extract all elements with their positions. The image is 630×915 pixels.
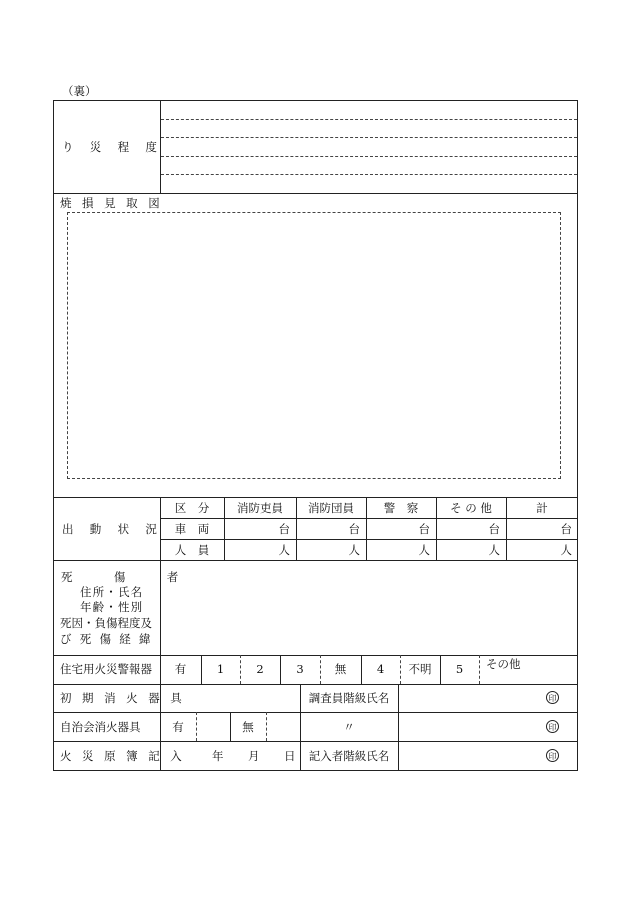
damage-entry-line[interactable] [161,137,577,138]
alarm-option-yes[interactable]: 有 [174,662,187,676]
register-year: 年 [212,749,224,763]
side-label: （裏） [62,84,97,98]
sketch-area[interactable] [67,212,561,479]
dispatch-header: 計 [536,501,548,515]
dispatch-unit: 人 [278,543,290,557]
damage-entry-line[interactable] [161,156,577,157]
dispatch-unit: 人 [560,543,572,557]
dispatch-unit: 台 [418,522,430,536]
damage-label: り 災 程 度 [62,140,164,154]
extinguisher-label: 初 期 消 火 器 具 [60,691,186,705]
ditto-mark: 〃 [343,720,355,734]
casualties-line: 年齢・性別 [80,600,144,614]
investigator-label: 調査員階級氏名 [308,691,390,705]
dispatch-header: 警 察 [383,501,419,515]
dispatch-unit: 台 [560,522,572,536]
community-option-no[interactable]: 無 [242,720,254,734]
alarm-option-no[interactable]: 無 [334,662,347,676]
dispatch-unit: 人 [348,543,360,557]
dispatch-row-label-vehicles: 車 両 [174,522,210,536]
community-label: 自治会消火器具 [60,720,141,734]
seal-mark: 印 [546,749,559,762]
alarm-option-other[interactable]: その他 [486,657,521,671]
dispatch-unit: 台 [348,522,360,536]
dispatch-header: そ の 他 [450,501,492,515]
dispatch-label: 出 動 状 況 [62,522,164,536]
alarm-option-code: 1 [216,662,225,676]
damage-entry-line[interactable] [161,174,577,175]
casualties-line: 死因・負傷程度及 [60,616,152,630]
alarm-option-unknown[interactable]: 不明 [408,662,432,676]
dispatch-unit: 人 [418,543,430,557]
seal-mark: 印 [546,691,559,704]
community-option-yes[interactable]: 有 [172,720,184,734]
dispatch-unit: 人 [488,543,500,557]
dispatch-header: 区 分 [174,501,210,515]
sketch-label: 焼 損 見 取 図 [60,196,164,210]
recorder-label: 記入者階級氏名 [308,749,390,763]
casualties-heading: 死 傷 者 [61,570,194,584]
register-label: 火 災 原 簿 記 入 [60,749,186,763]
dispatch-unit: 台 [488,522,500,536]
alarm-label: 住宅用火災警報器 [60,662,152,676]
alarm-option-code: 2 [256,662,264,676]
alarm-option-code: 5 [455,662,464,676]
dispatch-unit: 台 [278,522,290,536]
alarm-option-code: 4 [376,662,385,676]
register-day: 日 [284,749,296,763]
seal-mark: 印 [546,720,559,733]
casualties-line: 住所・氏名 [80,585,144,599]
dispatch-header: 消防団員 [308,501,354,515]
dispatch-header: 消防吏員 [237,501,283,515]
casualties-line: び 死 傷 経 緯 [60,632,153,646]
dispatch-row-label-personnel: 人 員 [174,543,210,557]
register-month: 月 [248,749,260,763]
damage-entry-line[interactable] [161,119,577,120]
alarm-option-code: 3 [296,662,304,676]
